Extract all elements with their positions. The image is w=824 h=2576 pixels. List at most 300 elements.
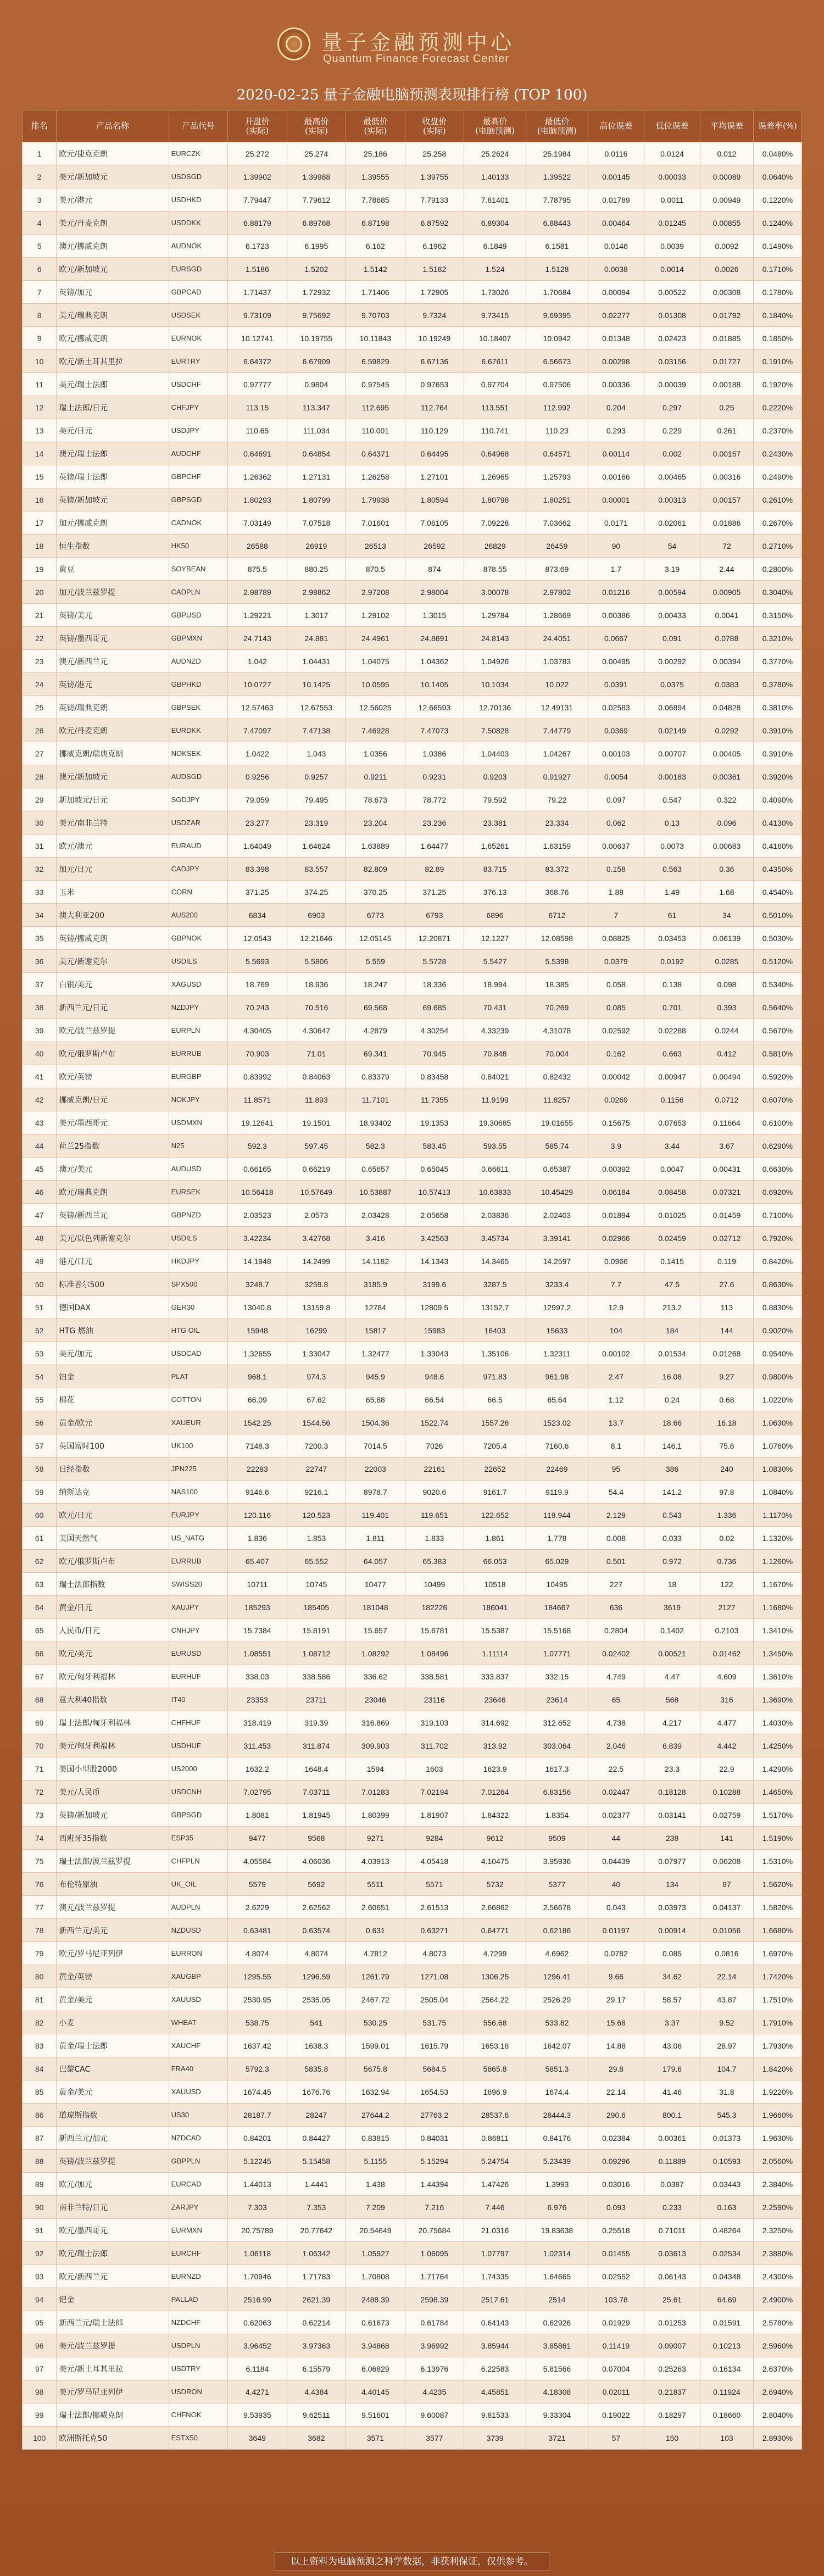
product-name-cell: 英国富时100 <box>57 1434 169 1457</box>
forecast-low-cell: 9119.9 <box>526 1481 588 1504</box>
product-code-cell: CADNOK <box>169 511 228 535</box>
low-error-cell: 0.00361 <box>644 2127 700 2150</box>
forecast-high-cell: 16403 <box>464 1319 526 1342</box>
avg-error-cell: 0.02759 <box>700 1804 754 1827</box>
rank-cell: 98 <box>23 2380 57 2403</box>
close-cell: 15.6781 <box>405 1619 464 1642</box>
product-name-cell: 英镑/波兰兹罗提 <box>57 2150 169 2173</box>
high-error-cell: 0.097 <box>588 788 644 811</box>
close-cell: 3.42563 <box>405 1227 464 1250</box>
high-cell: 24.881 <box>287 627 346 650</box>
avg-error-cell: 0.01373 <box>700 2127 754 2150</box>
forecast-high-cell: 21.0316 <box>464 2219 526 2242</box>
product-code-cell: JPN225 <box>169 1457 228 1481</box>
high-error-cell: 7 <box>588 904 644 927</box>
low-error-cell: 0.02061 <box>644 511 700 535</box>
forecast-high-cell: 7.81401 <box>464 188 526 212</box>
product-code-cell: GBPSEK <box>169 696 228 719</box>
low-error-cell: 0.1415 <box>644 1250 700 1273</box>
rank-cell: 67 <box>23 1665 57 1688</box>
table-row <box>23 2196 802 2219</box>
error-rate-cell: 1.3450% <box>753 1642 801 1665</box>
rank-cell: 58 <box>23 1457 57 1481</box>
q-ring-icon <box>277 27 310 60</box>
table-row <box>23 1619 802 1642</box>
high-error-cell: 1.12 <box>588 1388 644 1411</box>
open-cell: 1.44013 <box>228 2173 287 2196</box>
product-code-cell: EURAUD <box>169 834 228 858</box>
rank-cell: 95 <box>23 2311 57 2334</box>
close-cell: 1.80594 <box>405 488 464 511</box>
product-name-cell: 澳元/波兰兹罗提 <box>57 1896 169 1919</box>
error-rate-cell: 0.1240% <box>753 212 801 235</box>
avg-error-cell: 0.0712 <box>700 1088 754 1111</box>
error-rate-cell: 0.1920% <box>753 373 801 396</box>
high-error-cell: 0.00298 <box>588 350 644 373</box>
high-error-cell: 2.046 <box>588 1734 644 1757</box>
forecast-high-cell: 10.63833 <box>464 1181 526 1204</box>
product-code-cell: HKDJPY <box>169 1250 228 1273</box>
product-name-cell: 欧元/澳元 <box>57 834 169 858</box>
product-code-cell: GBPNZD <box>169 1204 228 1227</box>
open-cell: 23.277 <box>228 811 287 834</box>
forecast-high-cell: 70.848 <box>464 1042 526 1065</box>
forecast-high-cell: 878.55 <box>464 558 526 581</box>
low-cell: 0.83815 <box>346 2127 405 2150</box>
open-cell: 9.53935 <box>228 2403 287 2427</box>
low-cell: 8978.7 <box>346 1481 405 1504</box>
forecast-high-cell: 1.65261 <box>464 834 526 858</box>
forecast-high-cell: 971.83 <box>464 1365 526 1388</box>
low-error-cell: 0.01308 <box>644 304 700 327</box>
error-rate-cell: 1.0830% <box>753 1457 801 1481</box>
error-rate-cell: 1.4290% <box>753 1757 801 1781</box>
product-code-cell: ESP35 <box>169 1827 228 1850</box>
product-name-cell: 美元/瑞典克朗 <box>57 304 169 327</box>
product-name-cell: 铂金 <box>57 1365 169 1388</box>
low-cell: 5511 <box>346 1873 405 1896</box>
error-rate-cell: 0.3770% <box>753 650 801 673</box>
error-rate-cell: 1.1170% <box>753 1504 801 1527</box>
product-code-cell: GBPNOK <box>169 927 228 950</box>
forecast-low-cell: 10.022 <box>526 673 588 696</box>
high-error-cell: 0.0038 <box>588 258 644 281</box>
rank-cell: 97 <box>23 2357 57 2380</box>
table-row <box>23 2288 802 2311</box>
forecast-high-cell: 24.8143 <box>464 627 526 650</box>
product-name-cell: 欧元/新土耳其里拉 <box>57 350 169 373</box>
table-row <box>23 834 802 858</box>
rank-cell: 15 <box>23 465 57 488</box>
product-name-cell: 欧元/新加坡元 <box>57 258 169 281</box>
open-cell: 0.97777 <box>228 373 287 396</box>
product-name-cell: 黄金/日元 <box>57 1596 169 1619</box>
high-error-cell: 12.9 <box>588 1296 644 1319</box>
column-header <box>57 110 169 142</box>
error-rate-cell: 0.3210% <box>753 627 801 650</box>
table-row <box>23 1734 802 1757</box>
table-row <box>23 742 802 765</box>
product-code-cell: USDJPY <box>169 419 228 442</box>
product-code-cell: GBPSGD <box>169 1804 228 1827</box>
error-rate-cell: 0.2430% <box>753 442 801 465</box>
avg-error-cell: 0.00316 <box>700 465 754 488</box>
forecast-high-cell: 7.09228 <box>464 511 526 535</box>
avg-error-cell: 22.14 <box>700 1965 754 1988</box>
high-error-cell: 0.04439 <box>588 1850 644 1873</box>
table-row <box>23 858 802 881</box>
low-cell: 14.1182 <box>346 1250 405 1273</box>
rank-cell: 88 <box>23 2150 57 2173</box>
low-cell: 15817 <box>346 1319 405 1342</box>
rank-cell: 61 <box>23 1527 57 1550</box>
avg-error-cell: 43.87 <box>700 1988 754 2011</box>
open-cell: 11.8571 <box>228 1088 287 1111</box>
rank-cell: 91 <box>23 2219 57 2242</box>
high-error-cell: 1.7 <box>588 558 644 581</box>
product-code-cell: EURRUB <box>169 1042 228 1065</box>
high-cell: 7.03711 <box>287 1781 346 1804</box>
product-name-cell: 美元/南非兰特 <box>57 811 169 834</box>
avg-error-cell: 0.36 <box>700 858 754 881</box>
forecast-high-cell: 0.64771 <box>464 1919 526 1942</box>
close-cell: 5.15294 <box>405 2150 464 2173</box>
avg-error-cell: 0.098 <box>700 973 754 996</box>
rank-cell: 33 <box>23 881 57 904</box>
open-cell: 318.419 <box>228 1711 287 1734</box>
rank-cell: 12 <box>23 396 57 419</box>
open-cell: 592.3 <box>228 1134 287 1158</box>
product-name-cell: 欧元/英镑 <box>57 1065 169 1088</box>
open-cell: 7148.3 <box>228 1434 287 1457</box>
low-cell: 18.93402 <box>346 1111 405 1134</box>
low-cell: 1.08292 <box>346 1642 405 1665</box>
product-code-cell: HTG OIL <box>169 1319 228 1342</box>
high-cell: 1676.76 <box>287 2080 346 2104</box>
close-cell: 7026 <box>405 1434 464 1457</box>
open-cell: 13040.8 <box>228 1296 287 1319</box>
product-name-cell: 瑞士法郎指数 <box>57 1573 169 1596</box>
forecast-low-cell: 184667 <box>526 1596 588 1619</box>
open-cell: 1.39902 <box>228 165 287 188</box>
forecast-high-cell: 13152.7 <box>464 1296 526 1319</box>
open-cell: 7.02795 <box>228 1781 287 1804</box>
low-error-cell: 58.57 <box>644 1988 700 2011</box>
low-cell: 7.01283 <box>346 1781 405 1804</box>
close-cell: 6.67136 <box>405 350 464 373</box>
low-error-cell: 0.00433 <box>644 604 700 627</box>
avg-error-cell: 0.03443 <box>700 2173 754 2196</box>
low-error-cell: 0.663 <box>644 1042 700 1065</box>
forecast-low-cell: 1523.02 <box>526 1411 588 1434</box>
forecast-high-cell: 6.67611 <box>464 350 526 373</box>
close-cell: 9.60087 <box>405 2403 464 2427</box>
avg-error-cell: 0.25 <box>700 396 754 419</box>
forecast-high-cell: 1623.9 <box>464 1757 526 1781</box>
rank-cell: 6 <box>23 258 57 281</box>
open-cell: 65.407 <box>228 1550 287 1573</box>
close-cell: 2505.04 <box>405 1988 464 2011</box>
error-rate-cell: 1.4250% <box>753 1734 801 1757</box>
column-header-label: 产品名称 <box>96 121 129 131</box>
high-cell: 338.586 <box>287 1665 346 1688</box>
product-name-cell: 美元/新加坡元 <box>57 165 169 188</box>
forecast-low-cell: 3721 <box>526 2427 588 2450</box>
low-cell: 119.401 <box>346 1504 405 1527</box>
high-cell: 7.353 <box>287 2196 346 2219</box>
product-name-cell: 美元/新土耳其里拉 <box>57 2357 169 2380</box>
high-cell: 67.62 <box>287 1388 346 1411</box>
low-cell: 12784 <box>346 1296 405 1319</box>
close-cell: 1.44394 <box>405 2173 464 2196</box>
open-cell: 2530.95 <box>228 1988 287 2011</box>
open-cell: 23353 <box>228 1688 287 1711</box>
open-cell: 66.09 <box>228 1388 287 1411</box>
open-cell: 0.66165 <box>228 1158 287 1181</box>
low-error-cell: 0.033 <box>644 1527 700 1550</box>
forecast-low-cell: 10.45429 <box>526 1181 588 1204</box>
low-cell: 112.695 <box>346 396 405 419</box>
close-cell: 65.383 <box>405 1550 464 1573</box>
forecast-high-cell: 1.26965 <box>464 465 526 488</box>
high-cell: 10.19755 <box>287 327 346 350</box>
low-error-cell: 141.2 <box>644 1481 700 1504</box>
close-cell: 0.97653 <box>405 373 464 396</box>
product-name-cell: 美国天然气 <box>57 1527 169 1550</box>
high-error-cell: 0.02277 <box>588 304 644 327</box>
high-error-cell: 0.0667 <box>588 627 644 650</box>
high-error-cell: 0.00094 <box>588 281 644 304</box>
product-name-cell: 英镑/新加坡元 <box>57 488 169 511</box>
table-row <box>23 1434 802 1457</box>
rank-cell: 86 <box>23 2104 57 2127</box>
low-error-cell: 0.1156 <box>644 1088 700 1111</box>
error-rate-cell: 0.2490% <box>753 465 801 488</box>
high-cell: 597.45 <box>287 1134 346 1158</box>
avg-error-cell: 0.00089 <box>700 165 754 188</box>
product-code-cell: GBPMXN <box>169 627 228 650</box>
product-code-cell: USDSGD <box>169 165 228 188</box>
forecast-high-cell: 28537.6 <box>464 2104 526 2127</box>
open-cell: 1674.45 <box>228 2080 287 2104</box>
high-cell: 0.63574 <box>287 1919 346 1942</box>
table-row <box>23 488 802 511</box>
product-code-cell: GER30 <box>169 1296 228 1319</box>
product-code-cell: GBPHKD <box>169 673 228 696</box>
forecast-high-cell: 1.524 <box>464 258 526 281</box>
rank-cell: 78 <box>23 1919 57 1942</box>
low-error-cell: 0.091 <box>644 627 700 650</box>
open-cell: 4.8074 <box>228 1942 287 1965</box>
high-error-cell: 0.293 <box>588 419 644 442</box>
error-rate-cell: 1.7510% <box>753 1988 801 2011</box>
error-rate-cell: 1.5620% <box>753 1873 801 1896</box>
error-rate-cell: 1.3610% <box>753 1665 801 1688</box>
error-rate-cell: 1.5820% <box>753 1896 801 1919</box>
forecast-low-cell: 5377 <box>526 1873 588 1896</box>
low-cell: 69.341 <box>346 1042 405 1065</box>
high-error-cell: 0.01789 <box>588 188 644 212</box>
low-cell: 12.05145 <box>346 927 405 950</box>
table-row <box>23 1665 802 1688</box>
error-rate-cell: 0.1850% <box>753 327 801 350</box>
product-name-cell: 美元/新谢克尔 <box>57 950 169 973</box>
product-code-cell: EURMXN <box>169 2219 228 2242</box>
rank-cell: 22 <box>23 627 57 650</box>
forecast-low-cell: 1.8354 <box>526 1804 588 1827</box>
close-cell: 10.57413 <box>405 1181 464 1204</box>
close-cell: 1.04362 <box>405 650 464 673</box>
high-error-cell: 29.8 <box>588 2057 644 2080</box>
error-rate-cell: 0.1780% <box>753 281 801 304</box>
low-error-cell: 134 <box>644 1873 700 1896</box>
product-code-cell: AUDNOK <box>169 235 228 258</box>
rank-cell: 62 <box>23 1550 57 1573</box>
error-rate-cell: 0.5670% <box>753 1019 801 1042</box>
high-error-cell: 0.01348 <box>588 327 644 350</box>
rank-cell: 100 <box>23 2427 57 2450</box>
low-cell: 0.64371 <box>346 442 405 465</box>
low-cell: 2.97208 <box>346 581 405 604</box>
forecast-high-cell: 2517.61 <box>464 2288 526 2311</box>
forecast-high-cell: 0.64143 <box>464 2311 526 2334</box>
forecast-low-cell: 368.76 <box>526 881 588 904</box>
open-cell: 15.7384 <box>228 1619 287 1642</box>
product-code-cell: GBPPLN <box>169 2150 228 2173</box>
product-name-cell: 黄豆 <box>57 558 169 581</box>
column-header-label: 开盘价 <box>244 116 270 126</box>
high-error-cell: 0.25518 <box>588 2219 644 2242</box>
product-name-cell: 英镑/瑞典克朗 <box>57 696 169 719</box>
high-cell: 5692 <box>287 1873 346 1896</box>
table-row <box>23 235 802 258</box>
forecast-low-cell: 2.02403 <box>526 1204 588 1227</box>
low-error-cell: 0.701 <box>644 996 700 1019</box>
product-code-cell: GBPUSD <box>169 604 228 627</box>
table-row <box>23 2311 802 2334</box>
forecast-low-cell: 12.49131 <box>526 696 588 719</box>
product-name-cell: 标准普尔500 <box>57 1273 169 1296</box>
avg-error-cell: 0.163 <box>700 2196 754 2219</box>
close-cell: 1.833 <box>405 1527 464 1550</box>
error-rate-cell: 1.9220% <box>753 2080 801 2104</box>
open-cell: 15948 <box>228 1319 287 1342</box>
product-code-cell: US_NATG <box>169 1527 228 1550</box>
forecast-low-cell: 312.652 <box>526 1711 588 1734</box>
low-cell: 309.903 <box>346 1734 405 1757</box>
low-error-cell: 0.0011 <box>644 188 700 212</box>
table-row <box>23 1642 802 1665</box>
avg-error-cell: 0.0026 <box>700 258 754 281</box>
rank-cell: 80 <box>23 1965 57 1988</box>
forecast-low-cell: 119.944 <box>526 1504 588 1527</box>
avg-error-cell: 0.02 <box>700 1527 754 1550</box>
product-name-cell: 澳元/美元 <box>57 1158 169 1181</box>
product-code-cell: CHFHUF <box>169 1711 228 1734</box>
high-error-cell: 0.01455 <box>588 2242 644 2265</box>
product-name-cell: 欧元/捷克克朗 <box>57 142 169 165</box>
avg-error-cell: 141 <box>700 1827 754 1850</box>
table-row <box>23 904 802 927</box>
rank-cell: 10 <box>23 350 57 373</box>
forecast-low-cell: 1.25793 <box>526 465 588 488</box>
product-code-cell: EURRUB <box>169 1550 228 1573</box>
error-rate-cell: 0.3910% <box>753 742 801 765</box>
high-error-cell: 636 <box>588 1596 644 1619</box>
error-rate-cell: 0.6290% <box>753 1134 801 1158</box>
avg-error-cell: 103 <box>700 2427 754 2450</box>
product-name-cell: 港元/日元 <box>57 1250 169 1273</box>
open-cell: 1637.42 <box>228 2034 287 2057</box>
avg-error-cell: 34 <box>700 904 754 927</box>
product-name-cell: 澳元/新加坡元 <box>57 765 169 788</box>
low-cell: 10.0595 <box>346 673 405 696</box>
forecast-high-cell: 6.1849 <box>464 235 526 258</box>
error-rate-cell: 0.3810% <box>753 696 801 719</box>
high-error-cell: 103.78 <box>588 2288 644 2311</box>
high-cell: 83.557 <box>287 858 346 881</box>
forecast-low-cell: 585.74 <box>526 1134 588 1158</box>
product-code-cell: USDHKD <box>169 188 228 212</box>
table-row <box>23 2380 802 2403</box>
avg-error-cell: 16.18 <box>700 1411 754 1434</box>
avg-error-cell: 113 <box>700 1296 754 1319</box>
product-name-cell: 美元/以色列新谢克尔 <box>57 1227 169 1250</box>
high-cell: 0.84427 <box>287 2127 346 2150</box>
high-error-cell: 44 <box>588 1827 644 1850</box>
forecast-high-cell: 1.84322 <box>464 1804 526 1827</box>
product-code-cell: EURCHF <box>169 2242 228 2265</box>
high-error-cell: 0.0116 <box>588 142 644 165</box>
forecast-low-cell: 7.03662 <box>526 511 588 535</box>
open-cell: 79.059 <box>228 788 287 811</box>
low-error-cell: 0.229 <box>644 419 700 442</box>
low-cell: 370.25 <box>346 881 405 904</box>
forecast-high-cell: 1.73026 <box>464 281 526 304</box>
high-cell: 9.75692 <box>287 304 346 327</box>
error-rate-cell: 0.9800% <box>753 1365 801 1388</box>
low-cell: 1.80399 <box>346 1804 405 1827</box>
forecast-low-cell: 4.18308 <box>526 2380 588 2403</box>
product-code-cell: EURPLN <box>169 1019 228 1042</box>
high-error-cell: 95 <box>588 1457 644 1481</box>
high-cell: 1.5202 <box>287 258 346 281</box>
low-error-cell: 6.839 <box>644 1734 700 1757</box>
error-rate-cell: 0.5010% <box>753 904 801 927</box>
rank-cell: 13 <box>23 419 57 442</box>
close-cell: 1.3015 <box>405 604 464 627</box>
open-cell: 1.64049 <box>228 834 287 858</box>
error-rate-cell: 0.5120% <box>753 950 801 973</box>
open-cell: 1.836 <box>228 1527 287 1550</box>
product-code-cell: USDILS <box>169 950 228 973</box>
close-cell: 1.33043 <box>405 1342 464 1365</box>
product-name-cell: 欧元/日元 <box>57 1504 169 1527</box>
high-error-cell: 0.158 <box>588 858 644 881</box>
product-code-cell: CNHJPY <box>169 1619 228 1642</box>
low-error-cell: 0.07653 <box>644 1111 700 1134</box>
table-row <box>23 811 802 834</box>
product-code-cell: CADPLN <box>169 581 228 604</box>
low-error-cell: 184 <box>644 1319 700 1342</box>
high-cell: 3682 <box>287 2427 346 2450</box>
low-error-cell: 16.08 <box>644 1365 700 1388</box>
avg-error-cell: 0.261 <box>700 419 754 442</box>
forecast-low-cell: 25.1984 <box>526 142 588 165</box>
forecast-low-cell: 6712 <box>526 904 588 927</box>
low-error-cell: 0.03141 <box>644 1804 700 1827</box>
avg-error-cell: 9.27 <box>700 1365 754 1388</box>
